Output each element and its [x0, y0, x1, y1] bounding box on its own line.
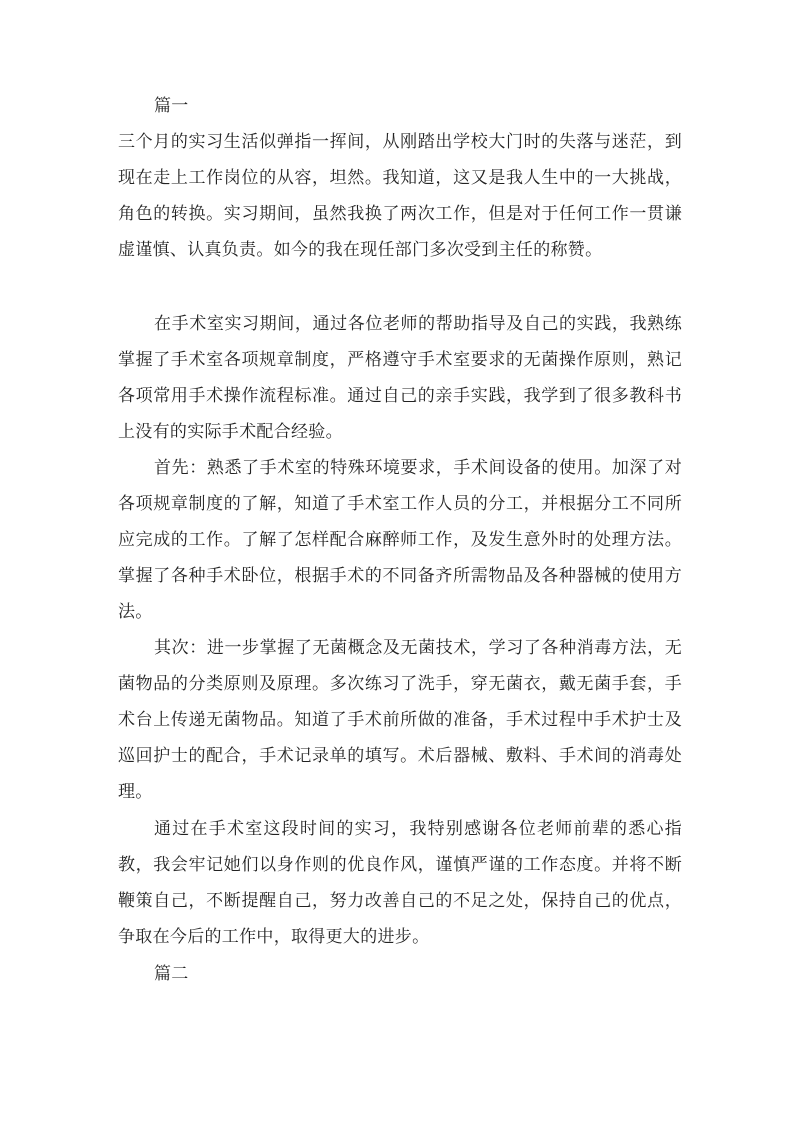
section-heading-1: 篇一	[154, 96, 189, 116]
paragraph-4: 其次：进一步掌握了无菌概念及无菌技术，学习了各种消毒方法，无菌物品的分类原则及原理。多次练习了洗手，穿无菌衣，戴无菌手套，手术台上传递无菌物品。知道了手术前所做的准备，手术过程中手术护士及巡回护士的配合，手术记录单的填写。术后器械、敷料、手术间的消毒处理。	[118, 638, 682, 802]
section-heading-2: 篇二	[154, 964, 189, 984]
paragraph-3: 首先：熟悉了手术室的特殊环境要求，手术间设备的使用。加深了对各项规章制度的了解，知道了手术室工作人员的分工，并根据分工不同所应完成的工作。了解了怎样配合麻醉师工作，及发生意外时的处理方法。掌握了各种手术卧位，根据手术的不同备齐所需物品及各种器械的使用方法。	[118, 458, 682, 622]
paragraph-1: 三个月的实习生活似弹指一挥间，从刚踏出学校大门时的失落与迷茫，到现在走上工作岗位的从容，坦然。我知道，这又是我人生中的一大挑战，角色的转换。实习期间，虽然我换了两次工作，但是对于任何工作一贯谦虚谨慎、认真负责。如今的我在现任部门多次受到主任的称赞。	[118, 132, 682, 260]
paragraph-5: 通过在手术室这段时间的实习，我特别感谢各位老师前辈的悉心指教，我会牢记她们以身作则的优良作风，谨慎严谨的工作态度。并将不断鞭策自己，不断提醒自己，努力改善自己的不足之处，保持自己的优点，争取在今后的工作中，取得更大的进步。	[118, 819, 682, 947]
paragraph-2: 在手术室实习期间，通过各位老师的帮助指导及自己的实践，我熟练掌握了手术室各项规章制度，严格遵守手术室要求的无菌操作原则，熟记各项常用手术操作流程标准。通过自己的亲手实践，我学到了很多教科书上没有的实际手术配合经验。	[118, 314, 682, 442]
